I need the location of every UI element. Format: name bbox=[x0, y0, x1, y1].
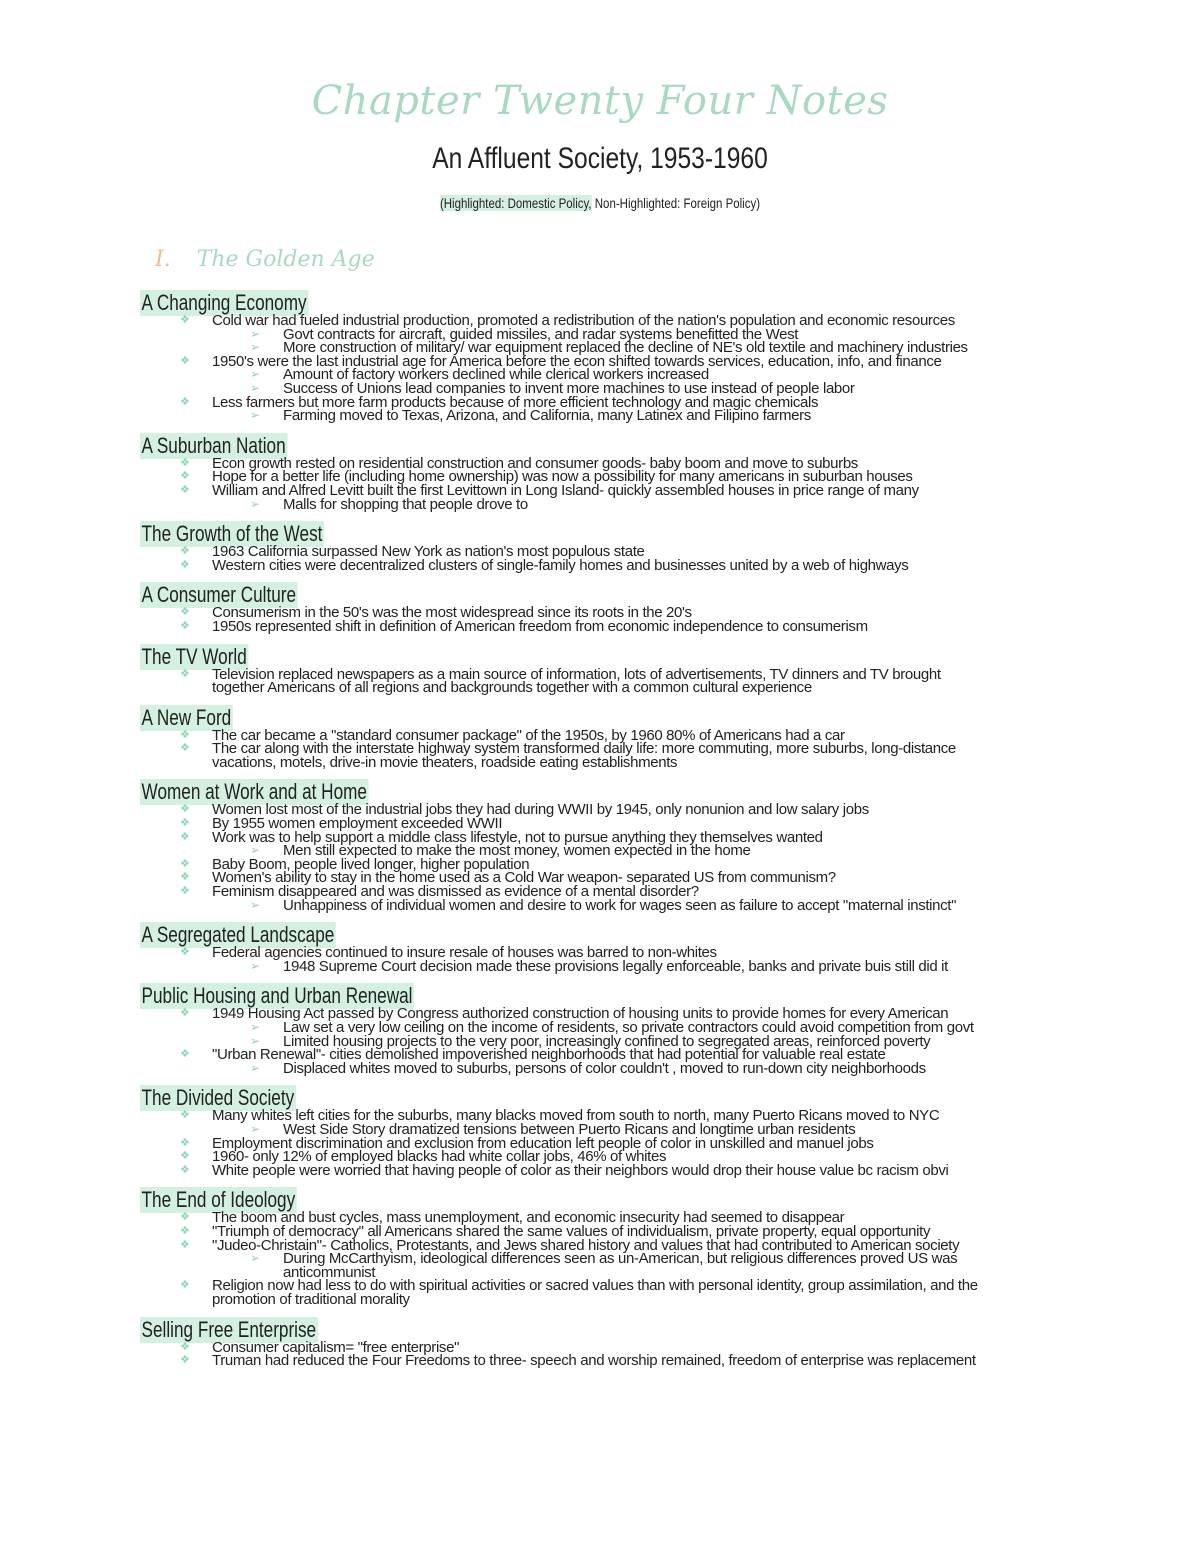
sub-bullet-item: ➢ Amount of factory workers declined while clerical workers increased bbox=[250, 366, 709, 384]
bullet-item: ❖ The car along with the interstate highway system transformed daily life: more commuting, more suburbs, long-distance bbox=[180, 740, 956, 758]
arrow-bullet-icon: ➢ bbox=[250, 340, 260, 355]
diamond-bullet-icon: ❖ bbox=[180, 558, 190, 571]
diamond-bullet-icon: ❖ bbox=[180, 871, 190, 884]
legend-plain: Non-Highlighted: Foreign Policy) bbox=[591, 195, 761, 211]
diamond-bullet-icon: ❖ bbox=[180, 803, 190, 816]
bullet-continuation: anticommunist bbox=[283, 1263, 376, 1281]
bullet-item: ❖ "Triumph of democracy" all Americans shared the same values of individualism, private property, equal opportunity bbox=[180, 1222, 931, 1240]
diamond-bullet-icon: ❖ bbox=[180, 314, 190, 326]
bullet-continuation: vacations, motels, drive-in movie theaters, roadside eating establishments bbox=[212, 753, 678, 771]
section-heading: The TV World bbox=[141, 643, 247, 669]
bullet-item: ❖ Consumerism in the 50's was the most widespread since its roots in the 20's bbox=[180, 604, 692, 622]
bullet-continuation: together Americans of all regions and backgrounds together with a common cultural experience bbox=[212, 679, 812, 697]
sub-bullet-item: ➢ West Side Story dramatized tensions between Puerto Ricans and longtime urban residents bbox=[250, 1120, 856, 1138]
bullet-item: ❖ 1949 Housing Act passed by Congress authorized construction of housing units to provide homes for every American bbox=[180, 1005, 949, 1023]
document-subtitle: An Affluent Society, 1953-1960 bbox=[432, 142, 768, 175]
bullet-item: ❖ William and Alfred Levitt built the first Levittown in Long Island- quickly assembled houses in price range of many bbox=[180, 481, 919, 499]
bullet-item: ❖ Television replaced newspapers as a main source of information, lots of advertisements, TV dinners and TV brought bbox=[180, 665, 941, 683]
bullet-item: ❖ Many whites left cities for the suburbs, many blacks moved from south to north, many Puerto Ricans moved to NYC bbox=[180, 1107, 940, 1125]
sub-bullet-item: ➢ More construction of military/ war equipment replaced the decline of NE's old textile and machinery industries bbox=[250, 339, 968, 357]
bullet-item: ❖ Work was to help support a middle class lifestyle, not to pursue anything they themselves wanted bbox=[180, 828, 823, 846]
diamond-bullet-icon: ❖ bbox=[180, 1109, 190, 1122]
arrow-bullet-icon: ➢ bbox=[250, 1251, 260, 1266]
sub-bullet-item: ➢ Success of Unions lead companies to invent more machines to use instead of people labor bbox=[250, 379, 855, 397]
section-heading: Selling Free Enterprise bbox=[141, 1316, 317, 1342]
arrow-bullet-icon: ➢ bbox=[250, 496, 260, 511]
bullet-item: ❖ The boom and bust cycles, mass unemployment, and economic insecurity had seemed to disappear bbox=[180, 1209, 845, 1227]
bullet-item: ❖ 1963 California surpassed New York as nation's most populous state bbox=[180, 543, 645, 561]
diamond-bullet-icon: ❖ bbox=[180, 1007, 190, 1020]
diamond-bullet-icon: ❖ bbox=[180, 946, 190, 959]
diamond-bullet-icon: ❖ bbox=[180, 395, 190, 408]
bullet-item: ❖ Federal agencies continued to insure resale of houses was barred to non-whites bbox=[180, 944, 717, 962]
part-heading bbox=[155, 247, 375, 272]
bullet-item: ❖ Religion now had less to do with spiritual activities or sacred values than with personal identity, group assimilation, and the bbox=[180, 1277, 978, 1295]
arrow-bullet-icon: ➢ bbox=[250, 380, 260, 395]
arrow-bullet-icon: ➢ bbox=[250, 897, 260, 912]
arrow-bullet-icon: ➢ bbox=[250, 367, 260, 382]
bullet-item: ❖ Western cities were decentralized clusters of single-family homes and businesses united by a web of highways bbox=[180, 556, 909, 574]
bullet-item: ❖ Baby Boom, people lived longer, higher population bbox=[180, 855, 530, 873]
sub-bullet-item: ➢ Unhappiness of individual women and desire to work for wages seen as failure to accept "maternal instinct" bbox=[250, 896, 957, 914]
bullet-item: ❖ Truman had reduced the Four Freedoms to three- speech and worship remained, freedom of enterprise was replacement bbox=[180, 1352, 976, 1370]
diamond-bullet-icon: ❖ bbox=[180, 1136, 190, 1149]
bullet-item: ❖ "Urban Renewal"- cities demolished impoverished neighborhoods that had potential for valuable real estate bbox=[180, 1046, 886, 1064]
bullet-item: ❖ "Judeo-Christain"- Catholics, Protestants, and Jews shared history and values that had contributed to American society bbox=[180, 1236, 960, 1254]
part-name: The Golden Age bbox=[196, 247, 375, 272]
diamond-bullet-icon: ❖ bbox=[180, 1354, 190, 1367]
bullet-item: ❖ Employment discrimination and exclusion from education left people of color in unskilled and manuel jobs bbox=[180, 1134, 874, 1152]
bullet-item: ❖ Cold war had fueled industrial production, promoted a redistribution of the nation's population and economic resources bbox=[180, 312, 955, 329]
arrow-bullet-icon: ➢ bbox=[250, 843, 260, 858]
diamond-bullet-icon: ❖ bbox=[180, 1224, 190, 1237]
diamond-bullet-icon: ❖ bbox=[180, 742, 190, 755]
bullet-item: ❖ Feminism disappeared and was dismissed as evidence of a mental disorder? bbox=[180, 883, 699, 901]
diamond-bullet-icon: ❖ bbox=[180, 857, 190, 870]
arrow-bullet-icon: ➢ bbox=[250, 408, 260, 423]
bullet-item: ❖ By 1955 women employment exceeded WWII bbox=[180, 815, 503, 833]
diamond-bullet-icon: ❖ bbox=[180, 354, 190, 367]
document-title: Chapter Twenty Four Notes bbox=[311, 78, 889, 124]
sub-bullet-item: ➢ 1948 Supreme Court decision made these provisions legally enforceable, banks and private buis still did it bbox=[250, 957, 948, 975]
arrow-bullet-icon: ➢ bbox=[250, 326, 260, 341]
diamond-bullet-icon: ❖ bbox=[180, 1340, 190, 1353]
section-heading: A Suburban Nation bbox=[141, 432, 286, 458]
section-heading: The End of Ideology bbox=[141, 1187, 296, 1213]
bullet-item: ❖ Women's ability to stay in the home used as a Cold War weapon- separated US from communism? bbox=[180, 869, 836, 887]
bullet-item: ❖ Hope for a better life (including home ownership) was now a possibility for many americans in suburban houses bbox=[180, 468, 913, 486]
arrow-bullet-icon: ➢ bbox=[250, 1060, 260, 1075]
diamond-bullet-icon: ❖ bbox=[180, 667, 190, 680]
bullet-item: ❖ White people were worried that having people of color as their neighbors would drop their house value bc racism obvi bbox=[180, 1161, 949, 1179]
bullet-item: ❖ 1950s represented shift in definition of American freedom from economic independence to consumerism bbox=[180, 617, 868, 635]
diamond-bullet-icon: ❖ bbox=[180, 470, 190, 483]
section-heading: The Divided Society bbox=[141, 1085, 295, 1111]
section-heading: A Changing Economy bbox=[141, 290, 307, 315]
legend bbox=[108, 195, 1092, 211]
diamond-bullet-icon: ❖ bbox=[180, 1211, 190, 1224]
bullet-continuation: promotion of traditional morality bbox=[212, 1290, 410, 1308]
arrow-bullet-icon: ➢ bbox=[250, 1033, 260, 1048]
diamond-bullet-icon: ❖ bbox=[180, 456, 190, 469]
sub-bullet-item: ➢ Govt contracts for aircraft, guided missiles, and radar systems benefitted the West bbox=[250, 325, 799, 343]
bullet-item: ❖ Econ growth rested on residential construction and consumer goods- baby boom and move to suburbs bbox=[180, 454, 858, 472]
legend-highlighted: (Highlighted: Domestic Policy, bbox=[439, 195, 592, 211]
arrow-bullet-icon: ➢ bbox=[250, 958, 260, 973]
diamond-bullet-icon: ❖ bbox=[180, 1279, 190, 1292]
bullet-item: ❖ The car became a "standard consumer package" of the 1950s, by 1960 80% of Americans had a car bbox=[180, 726, 845, 744]
section-heading: A Consumer Culture bbox=[141, 582, 297, 608]
section-heading: Women at Work and at Home bbox=[141, 779, 367, 805]
section-heading: The Growth of the West bbox=[141, 521, 323, 547]
diamond-bullet-icon: ❖ bbox=[180, 619, 190, 632]
bullet-item: ❖ Less farmers but more farm products because of more efficient technology and magic chemicals bbox=[180, 393, 819, 411]
arrow-bullet-icon: ➢ bbox=[250, 1121, 260, 1136]
diamond-bullet-icon: ❖ bbox=[180, 830, 190, 843]
arrow-bullet-icon: ➢ bbox=[250, 1020, 260, 1034]
diamond-bullet-icon: ❖ bbox=[180, 1048, 190, 1061]
diamond-bullet-icon: ❖ bbox=[180, 1163, 190, 1176]
notes-content bbox=[140, 286, 1140, 1368]
bullet-item: ❖ 1950's were the last industrial age for America before the econ shifted towards services, education, info, and finance bbox=[180, 352, 942, 370]
section-heading: Public Housing and Urban Renewal bbox=[141, 983, 413, 1009]
sub-bullet-item: ➢ During McCarthyism, ideological differences seen as un-American, but religious differences proved US was bbox=[250, 1250, 958, 1268]
sub-bullet-item: ➢ Men still expected to make the most money, women expected in the home bbox=[250, 842, 751, 860]
diamond-bullet-icon: ❖ bbox=[180, 1238, 190, 1251]
diamond-bullet-icon: ❖ bbox=[180, 483, 190, 496]
diamond-bullet-icon: ❖ bbox=[180, 606, 190, 619]
diamond-bullet-icon: ❖ bbox=[180, 1150, 190, 1163]
sub-bullet-item: ➢ Limited housing projects to the very poor, increasingly confined to segregated areas, reinforced poverty bbox=[250, 1032, 931, 1050]
diamond-bullet-icon: ❖ bbox=[180, 817, 190, 830]
section-heading: A Segregated Landscape bbox=[141, 922, 335, 948]
diamond-bullet-icon: ❖ bbox=[180, 545, 190, 558]
sub-bullet-item: ➢ Farming moved to Texas, Arizona, and California, many Latinex and Filipino farmers bbox=[250, 407, 811, 425]
sub-bullet-item: ➢ Malls for shopping that people drove to bbox=[250, 495, 528, 513]
sub-bullet-item: ➢ Law set a very low ceiling on the income of residents, so private contractors could avoid competition from govt bbox=[250, 1019, 974, 1036]
bullet-item: ❖ 1960- only 12% of employed blacks had white collar jobs, 46% of whites bbox=[180, 1148, 667, 1166]
sub-bullet-item: ➢ Displaced whites moved to suburbs, persons of color couldn't , moved to run-down city neighborhoods bbox=[250, 1059, 926, 1077]
bullet-item: ❖ Consumer capitalism= "free enterprise" bbox=[180, 1338, 460, 1356]
diamond-bullet-icon: ❖ bbox=[180, 728, 190, 741]
bullet-item: ❖ Women lost most of the industrial jobs they had during WWII by 1945, only nonunion and low salary jobs bbox=[180, 801, 869, 819]
part-numeral: I. bbox=[155, 247, 171, 272]
diamond-bullet-icon: ❖ bbox=[180, 885, 190, 898]
section-heading: A New Ford bbox=[141, 704, 232, 730]
